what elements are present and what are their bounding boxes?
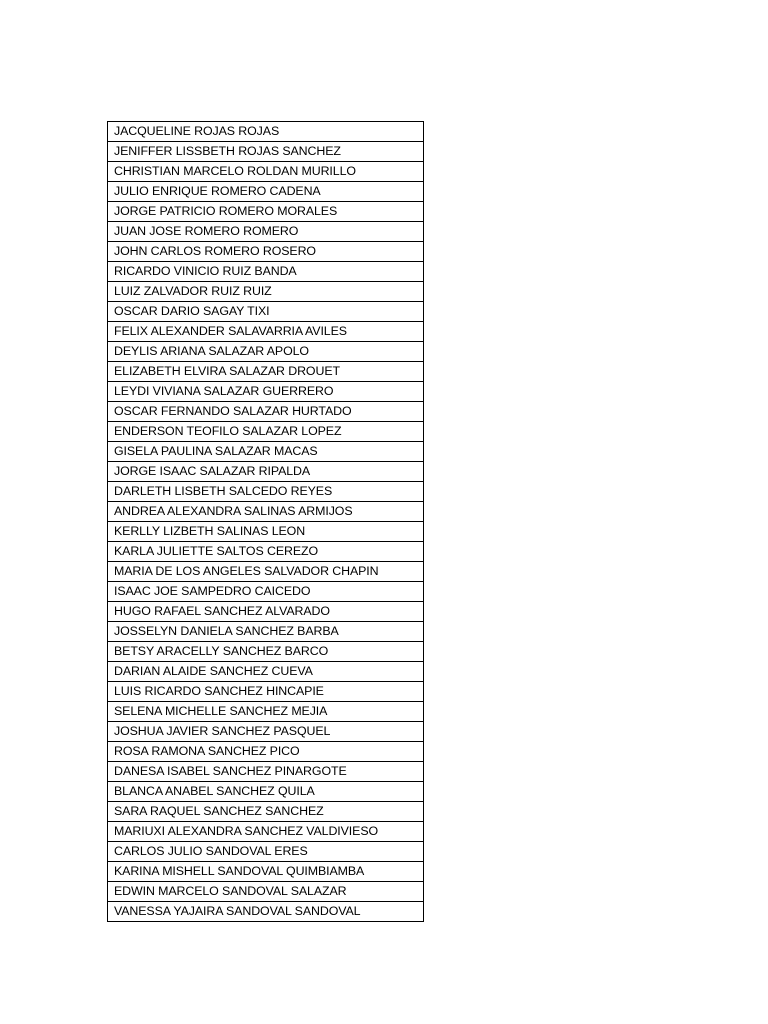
- table-row: [108, 362, 424, 382]
- table-row: [108, 682, 424, 702]
- table-row: [108, 702, 424, 722]
- name-cell: ISAAC JOE SAMPEDRO CAICEDO: [108, 582, 424, 602]
- name-cell: MARIA DE LOS ANGELES SALVADOR CHAPIN: [108, 562, 424, 582]
- table-row: [108, 742, 424, 762]
- table-row: [108, 902, 424, 922]
- name-cell: ANDREA ALEXANDRA SALINAS ARMIJOS: [108, 502, 424, 522]
- table-row: [108, 642, 424, 662]
- table-row: [108, 302, 424, 322]
- name-cell: FELIX ALEXANDER SALAVARRIA AVILES: [108, 322, 424, 342]
- name-cell: JULIO ENRIQUE ROMERO CADENA: [108, 182, 424, 202]
- names-table: [107, 121, 424, 922]
- table-row: [108, 182, 424, 202]
- table-row: [108, 542, 424, 562]
- name-cell: MARIUXI ALEXANDRA SANCHEZ VALDIVIESO: [108, 822, 424, 842]
- table-row: [108, 382, 424, 402]
- name-cell: JUAN JOSE ROMERO ROMERO: [108, 222, 424, 242]
- name-cell: SELENA MICHELLE SANCHEZ MEJIA: [108, 702, 424, 722]
- name-cell: OSCAR FERNANDO SALAZAR HURTADO: [108, 402, 424, 422]
- name-cell: JENIFFER LISSBETH ROJAS SANCHEZ: [108, 142, 424, 162]
- name-cell: JACQUELINE ROJAS ROJAS: [108, 122, 424, 142]
- name-cell: KERLLY LIZBETH SALINAS LEON: [108, 522, 424, 542]
- table-row: [108, 282, 424, 302]
- name-cell: BLANCA ANABEL SANCHEZ QUILA: [108, 782, 424, 802]
- table-row: [108, 122, 424, 142]
- name-cell: GISELA PAULINA SALAZAR MACAS: [108, 442, 424, 462]
- name-cell: KARINA MISHELL SANDOVAL QUIMBIAMBA: [108, 862, 424, 882]
- table-row: [108, 522, 424, 542]
- table-row: [108, 602, 424, 622]
- table-row: [108, 482, 424, 502]
- name-cell: ELIZABETH ELVIRA SALAZAR DROUET: [108, 362, 424, 382]
- table-row: [108, 722, 424, 742]
- names-table-body: [108, 122, 424, 922]
- name-cell: JORGE PATRICIO ROMERO MORALES: [108, 202, 424, 222]
- table-row: [108, 222, 424, 242]
- table-row: [108, 782, 424, 802]
- table-row: [108, 422, 424, 442]
- name-cell: RICARDO VINICIO RUIZ BANDA: [108, 262, 424, 282]
- name-cell: EDWIN MARCELO SANDOVAL SALAZAR: [108, 882, 424, 902]
- name-cell: OSCAR DARIO SAGAY TIXI: [108, 302, 424, 322]
- name-cell: CARLOS JULIO SANDOVAL ERES: [108, 842, 424, 862]
- name-cell: VANESSA YAJAIRA SANDOVAL SANDOVAL: [108, 902, 424, 922]
- table-row: [108, 262, 424, 282]
- name-cell: ROSA RAMONA SANCHEZ PICO: [108, 742, 424, 762]
- name-cell: SARA RAQUEL SANCHEZ SANCHEZ: [108, 802, 424, 822]
- name-cell: JOSHUA JAVIER SANCHEZ PASQUEL: [108, 722, 424, 742]
- table-row: [108, 462, 424, 482]
- table-row: [108, 662, 424, 682]
- table-row: [108, 762, 424, 782]
- name-cell: JORGE ISAAC SALAZAR RIPALDA: [108, 462, 424, 482]
- name-cell: LUIS RICARDO SANCHEZ HINCAPIE: [108, 682, 424, 702]
- name-cell: JOHN CARLOS ROMERO ROSERO: [108, 242, 424, 262]
- table-row: [108, 142, 424, 162]
- table-row: [108, 502, 424, 522]
- table-row: [108, 802, 424, 822]
- name-cell: JOSSELYN DANIELA SANCHEZ BARBA: [108, 622, 424, 642]
- name-cell: KARLA JULIETTE SALTOS CEREZO: [108, 542, 424, 562]
- table-row: [108, 562, 424, 582]
- table-row: [108, 582, 424, 602]
- name-cell: DARIAN ALAIDE SANCHEZ CUEVA: [108, 662, 424, 682]
- table-row: [108, 622, 424, 642]
- table-row: [108, 402, 424, 422]
- name-cell: CHRISTIAN MARCELO ROLDAN MURILLO: [108, 162, 424, 182]
- name-cell: DANESA ISABEL SANCHEZ PINARGOTE: [108, 762, 424, 782]
- table-row: [108, 162, 424, 182]
- name-cell: DEYLIS ARIANA SALAZAR APOLO: [108, 342, 424, 362]
- name-cell: LEYDI VIVIANA SALAZAR GUERRERO: [108, 382, 424, 402]
- table-row: [108, 202, 424, 222]
- table-row: [108, 862, 424, 882]
- table-row: [108, 822, 424, 842]
- table-row: [108, 442, 424, 462]
- name-cell: DARLETH LISBETH SALCEDO REYES: [108, 482, 424, 502]
- name-cell: LUIZ ZALVADOR RUIZ RUIZ: [108, 282, 424, 302]
- name-cell: HUGO RAFAEL SANCHEZ ALVARADO: [108, 602, 424, 622]
- table-row: [108, 322, 424, 342]
- table-row: [108, 882, 424, 902]
- table-row: [108, 242, 424, 262]
- table-row: [108, 842, 424, 862]
- name-cell: BETSY ARACELLY SANCHEZ BARCO: [108, 642, 424, 662]
- name-cell: ENDERSON TEOFILO SALAZAR LOPEZ: [108, 422, 424, 442]
- table-row: [108, 342, 424, 362]
